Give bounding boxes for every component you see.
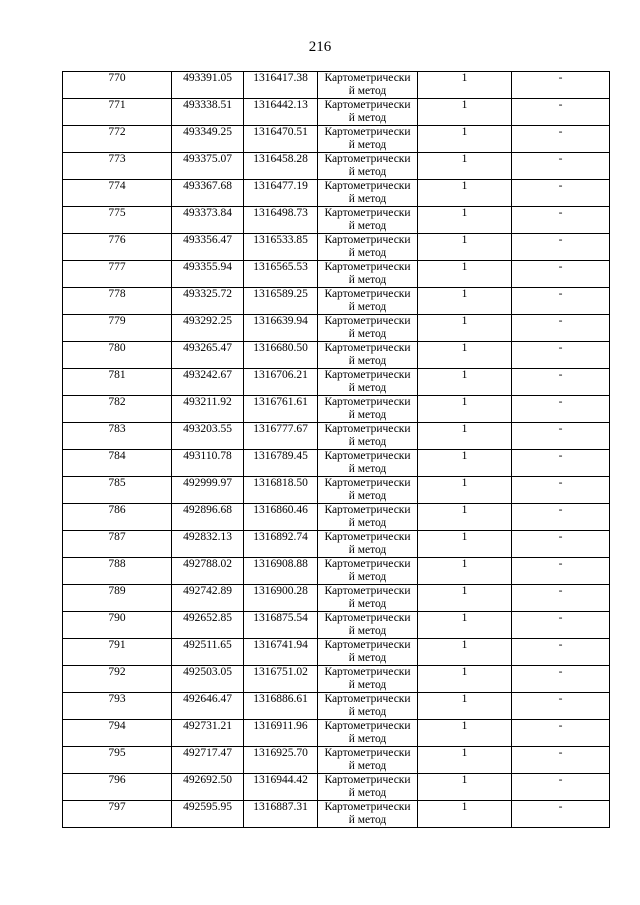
accuracy-cell: 1 bbox=[418, 369, 512, 396]
table-row bbox=[63, 558, 610, 585]
description-cell: - bbox=[512, 234, 610, 261]
description-cell: - bbox=[512, 342, 610, 369]
method-cell bbox=[318, 558, 418, 585]
y-coordinate-cell: 1316925.70 bbox=[244, 747, 318, 774]
accuracy-cell: 1 bbox=[418, 801, 512, 828]
description-cell: - bbox=[512, 693, 610, 720]
point-number-cell: 778 bbox=[63, 288, 172, 315]
method-cell bbox=[318, 207, 418, 234]
method-line-1: Картометрически bbox=[324, 396, 411, 408]
description-cell: - bbox=[512, 180, 610, 207]
y-coordinate-cell: 1316589.25 bbox=[244, 288, 318, 315]
method-cell bbox=[318, 342, 418, 369]
method-line-1: Картометрически bbox=[324, 288, 411, 300]
table-row bbox=[63, 612, 610, 639]
x-coordinate-cell: 492595.95 bbox=[172, 801, 244, 828]
y-coordinate-cell: 1316818.50 bbox=[244, 477, 318, 504]
description-cell: - bbox=[512, 315, 610, 342]
x-coordinate-cell: 493355.94 bbox=[172, 261, 244, 288]
point-number-cell: 774 bbox=[63, 180, 172, 207]
x-coordinate-cell: 493110.78 bbox=[172, 450, 244, 477]
y-coordinate-cell: 1316639.94 bbox=[244, 315, 318, 342]
x-coordinate-cell: 493265.47 bbox=[172, 342, 244, 369]
page-number: 216 bbox=[308, 39, 332, 55]
method-cell bbox=[318, 234, 418, 261]
accuracy-cell: 1 bbox=[418, 693, 512, 720]
accuracy-cell: 1 bbox=[418, 153, 512, 180]
method-cell bbox=[318, 693, 418, 720]
accuracy-cell: 1 bbox=[418, 261, 512, 288]
accuracy-cell: 1 bbox=[418, 342, 512, 369]
table-row bbox=[63, 585, 610, 612]
y-coordinate-cell: 1316477.19 bbox=[244, 180, 318, 207]
description-cell: - bbox=[512, 126, 610, 153]
y-coordinate-cell: 1316789.45 bbox=[244, 450, 318, 477]
y-coordinate-cell: 1316908.88 bbox=[244, 558, 318, 585]
y-coordinate-cell: 1316860.46 bbox=[244, 504, 318, 531]
y-coordinate-cell: 1316875.54 bbox=[244, 612, 318, 639]
method-line-1: Картометрически bbox=[324, 99, 411, 111]
y-coordinate-cell: 1316498.73 bbox=[244, 207, 318, 234]
method-line-2: й метод bbox=[348, 678, 387, 691]
method-line-1: Картометрически bbox=[324, 558, 411, 570]
method-cell bbox=[318, 126, 418, 153]
y-coordinate-cell: 1316886.61 bbox=[244, 693, 318, 720]
method-line-2: й метод bbox=[348, 165, 387, 178]
table-row bbox=[63, 720, 610, 747]
point-number-cell: 787 bbox=[63, 531, 172, 558]
method-cell bbox=[318, 747, 418, 774]
x-coordinate-cell: 492717.47 bbox=[172, 747, 244, 774]
accuracy-cell: 1 bbox=[418, 747, 512, 774]
method-line-2: й метод bbox=[348, 516, 387, 529]
accuracy-cell: 1 bbox=[418, 720, 512, 747]
point-number-cell: 791 bbox=[63, 639, 172, 666]
y-coordinate-cell: 1316741.94 bbox=[244, 639, 318, 666]
accuracy-cell: 1 bbox=[418, 504, 512, 531]
table-row bbox=[63, 531, 610, 558]
table-row bbox=[63, 774, 610, 801]
method-cell bbox=[318, 666, 418, 693]
method-line-1: Картометрически bbox=[324, 639, 411, 651]
method-line-1: Картометрически bbox=[324, 72, 411, 84]
y-coordinate-cell: 1316470.51 bbox=[244, 126, 318, 153]
method-cell bbox=[318, 315, 418, 342]
method-cell bbox=[318, 774, 418, 801]
accuracy-cell: 1 bbox=[418, 99, 512, 126]
y-coordinate-cell: 1316900.28 bbox=[244, 585, 318, 612]
description-cell: - bbox=[512, 747, 610, 774]
x-coordinate-cell: 493211.92 bbox=[172, 396, 244, 423]
method-line-2: й метод bbox=[348, 84, 387, 97]
y-coordinate-cell: 1316761.61 bbox=[244, 396, 318, 423]
table-row bbox=[63, 342, 610, 369]
table-row bbox=[63, 747, 610, 774]
x-coordinate-cell: 493203.55 bbox=[172, 423, 244, 450]
table-row bbox=[63, 396, 610, 423]
method-cell bbox=[318, 288, 418, 315]
point-number-cell: 792 bbox=[63, 666, 172, 693]
method-line-1: Картометрически bbox=[324, 477, 411, 489]
accuracy-cell: 1 bbox=[418, 315, 512, 342]
description-cell: - bbox=[512, 774, 610, 801]
x-coordinate-cell: 492511.65 bbox=[172, 639, 244, 666]
x-coordinate-cell: 493325.72 bbox=[172, 288, 244, 315]
accuracy-cell: 1 bbox=[418, 477, 512, 504]
method-line-1: Картометрически bbox=[324, 666, 411, 678]
accuracy-cell: 1 bbox=[418, 612, 512, 639]
x-coordinate-cell: 493292.25 bbox=[172, 315, 244, 342]
accuracy-cell: 1 bbox=[418, 288, 512, 315]
method-line-1: Картометрически bbox=[324, 234, 411, 246]
method-line-2: й метод bbox=[348, 732, 387, 745]
table-row bbox=[63, 801, 610, 828]
x-coordinate-cell: 492788.02 bbox=[172, 558, 244, 585]
x-coordinate-cell: 492652.85 bbox=[172, 612, 244, 639]
accuracy-cell: 1 bbox=[418, 666, 512, 693]
y-coordinate-cell: 1316887.31 bbox=[244, 801, 318, 828]
table-row bbox=[63, 153, 610, 180]
method-cell bbox=[318, 639, 418, 666]
method-line-2: й метод bbox=[348, 273, 387, 286]
y-coordinate-cell: 1316751.02 bbox=[244, 666, 318, 693]
accuracy-cell: 1 bbox=[418, 639, 512, 666]
table-row bbox=[63, 666, 610, 693]
x-coordinate-cell: 493349.25 bbox=[172, 126, 244, 153]
method-line-1: Картометрически bbox=[324, 315, 411, 327]
x-coordinate-cell: 493356.47 bbox=[172, 234, 244, 261]
method-line-1: Картометрически bbox=[324, 801, 411, 813]
point-number-cell: 794 bbox=[63, 720, 172, 747]
point-number-cell: 773 bbox=[63, 153, 172, 180]
point-number-cell: 781 bbox=[63, 369, 172, 396]
y-coordinate-cell: 1316442.13 bbox=[244, 99, 318, 126]
point-number-cell: 782 bbox=[63, 396, 172, 423]
point-number-cell: 776 bbox=[63, 234, 172, 261]
method-cell bbox=[318, 261, 418, 288]
x-coordinate-cell: 492731.21 bbox=[172, 720, 244, 747]
accuracy-cell: 1 bbox=[418, 207, 512, 234]
y-coordinate-cell: 1316533.85 bbox=[244, 234, 318, 261]
accuracy-cell: 1 bbox=[418, 531, 512, 558]
point-number-cell: 786 bbox=[63, 504, 172, 531]
description-cell: - bbox=[512, 396, 610, 423]
point-number-cell: 777 bbox=[63, 261, 172, 288]
method-line-2: й метод bbox=[348, 570, 387, 583]
description-cell: - bbox=[512, 261, 610, 288]
table-row bbox=[63, 99, 610, 126]
x-coordinate-cell: 493391.05 bbox=[172, 72, 244, 99]
method-line-2: й метод bbox=[348, 624, 387, 637]
point-number-cell: 796 bbox=[63, 774, 172, 801]
description-cell: - bbox=[512, 99, 610, 126]
point-number-cell: 772 bbox=[63, 126, 172, 153]
accuracy-cell: 1 bbox=[418, 396, 512, 423]
coordinates-table bbox=[62, 71, 610, 828]
method-line-2: й метод bbox=[348, 111, 387, 124]
description-cell: - bbox=[512, 423, 610, 450]
accuracy-cell: 1 bbox=[418, 450, 512, 477]
description-cell: - bbox=[512, 585, 610, 612]
method-cell bbox=[318, 369, 418, 396]
method-line-1: Картометрически bbox=[324, 342, 411, 354]
x-coordinate-cell: 492503.05 bbox=[172, 666, 244, 693]
method-line-1: Картометрически bbox=[324, 747, 411, 759]
x-coordinate-cell: 492999.97 bbox=[172, 477, 244, 504]
table-row bbox=[63, 126, 610, 153]
method-cell bbox=[318, 72, 418, 99]
description-cell: - bbox=[512, 153, 610, 180]
description-cell: - bbox=[512, 612, 610, 639]
method-cell bbox=[318, 720, 418, 747]
x-coordinate-cell: 492832.13 bbox=[172, 531, 244, 558]
method-line-1: Картометрически bbox=[324, 720, 411, 732]
point-number-cell: 775 bbox=[63, 207, 172, 234]
method-line-2: й метод bbox=[348, 813, 387, 826]
method-line-2: й метод bbox=[348, 327, 387, 340]
method-line-1: Картометрически bbox=[324, 504, 411, 516]
method-line-1: Картометрически bbox=[324, 126, 411, 138]
method-line-1: Картометрически bbox=[324, 531, 411, 543]
description-cell: - bbox=[512, 639, 610, 666]
table-row bbox=[63, 693, 610, 720]
method-line-1: Картометрически bbox=[324, 153, 411, 165]
method-cell bbox=[318, 396, 418, 423]
point-number-cell: 783 bbox=[63, 423, 172, 450]
table-row bbox=[63, 180, 610, 207]
y-coordinate-cell: 1316458.28 bbox=[244, 153, 318, 180]
accuracy-cell: 1 bbox=[418, 180, 512, 207]
x-coordinate-cell: 492646.47 bbox=[172, 693, 244, 720]
method-cell bbox=[318, 801, 418, 828]
method-line-2: й метод bbox=[348, 219, 387, 232]
description-cell: - bbox=[512, 531, 610, 558]
accuracy-cell: 1 bbox=[418, 774, 512, 801]
y-coordinate-cell: 1316680.50 bbox=[244, 342, 318, 369]
table-row bbox=[63, 369, 610, 396]
point-number-cell: 785 bbox=[63, 477, 172, 504]
method-line-2: й метод bbox=[348, 192, 387, 205]
point-number-cell: 779 bbox=[63, 315, 172, 342]
description-cell: - bbox=[512, 720, 610, 747]
y-coordinate-cell: 1316892.74 bbox=[244, 531, 318, 558]
table-row bbox=[63, 72, 610, 99]
point-number-cell: 788 bbox=[63, 558, 172, 585]
method-line-1: Картометрически bbox=[324, 207, 411, 219]
method-line-2: й метод bbox=[348, 489, 387, 502]
accuracy-cell: 1 bbox=[418, 585, 512, 612]
method-line-2: й метод bbox=[348, 408, 387, 421]
method-line-2: й метод bbox=[348, 786, 387, 799]
method-line-1: Картометрически bbox=[324, 450, 411, 462]
table-row bbox=[63, 639, 610, 666]
method-line-2: й метод bbox=[348, 597, 387, 610]
method-line-2: й метод bbox=[348, 462, 387, 475]
method-line-2: й метод bbox=[348, 435, 387, 448]
point-number-cell: 770 bbox=[63, 72, 172, 99]
method-cell bbox=[318, 531, 418, 558]
y-coordinate-cell: 1316911.96 bbox=[244, 720, 318, 747]
table-row bbox=[63, 234, 610, 261]
y-coordinate-cell: 1316565.53 bbox=[244, 261, 318, 288]
table-body bbox=[63, 72, 610, 828]
method-line-1: Картометрически bbox=[324, 612, 411, 624]
accuracy-cell: 1 bbox=[418, 234, 512, 261]
method-line-2: й метод bbox=[348, 354, 387, 367]
table-row bbox=[63, 504, 610, 531]
x-coordinate-cell: 492692.50 bbox=[172, 774, 244, 801]
table-row bbox=[63, 315, 610, 342]
method-line-1: Картометрически bbox=[324, 585, 411, 597]
method-line-1: Картометрически bbox=[324, 180, 411, 192]
point-number-cell: 797 bbox=[63, 801, 172, 828]
point-number-cell: 780 bbox=[63, 342, 172, 369]
description-cell: - bbox=[512, 504, 610, 531]
method-line-1: Картометрически bbox=[324, 261, 411, 273]
point-number-cell: 784 bbox=[63, 450, 172, 477]
method-line-2: й метод bbox=[348, 651, 387, 664]
method-cell bbox=[318, 180, 418, 207]
description-cell: - bbox=[512, 450, 610, 477]
point-number-cell: 771 bbox=[63, 99, 172, 126]
method-cell bbox=[318, 504, 418, 531]
method-line-2: й метод bbox=[348, 543, 387, 556]
point-number-cell: 789 bbox=[63, 585, 172, 612]
description-cell: - bbox=[512, 666, 610, 693]
description-cell: - bbox=[512, 369, 610, 396]
description-cell: - bbox=[512, 801, 610, 828]
accuracy-cell: 1 bbox=[418, 423, 512, 450]
description-cell: - bbox=[512, 207, 610, 234]
x-coordinate-cell: 492742.89 bbox=[172, 585, 244, 612]
table-row bbox=[63, 207, 610, 234]
table-row bbox=[63, 423, 610, 450]
method-cell bbox=[318, 612, 418, 639]
method-cell bbox=[318, 450, 418, 477]
x-coordinate-cell: 493373.84 bbox=[172, 207, 244, 234]
y-coordinate-cell: 1316777.67 bbox=[244, 423, 318, 450]
method-line-1: Картометрически bbox=[324, 693, 411, 705]
point-number-cell: 793 bbox=[63, 693, 172, 720]
point-number-cell: 795 bbox=[63, 747, 172, 774]
accuracy-cell: 1 bbox=[418, 558, 512, 585]
y-coordinate-cell: 1316944.42 bbox=[244, 774, 318, 801]
y-coordinate-cell: 1316706.21 bbox=[244, 369, 318, 396]
method-cell bbox=[318, 99, 418, 126]
description-cell: - bbox=[512, 477, 610, 504]
method-line-1: Картометрически bbox=[324, 423, 411, 435]
table-row bbox=[63, 261, 610, 288]
x-coordinate-cell: 493338.51 bbox=[172, 99, 244, 126]
table-row bbox=[63, 477, 610, 504]
method-cell bbox=[318, 477, 418, 504]
x-coordinate-cell: 492896.68 bbox=[172, 504, 244, 531]
method-line-2: й метод bbox=[348, 759, 387, 772]
point-number-cell: 790 bbox=[63, 612, 172, 639]
method-line-1: Картометрически bbox=[324, 774, 411, 786]
accuracy-cell: 1 bbox=[418, 72, 512, 99]
method-cell bbox=[318, 153, 418, 180]
description-cell: - bbox=[512, 558, 610, 585]
table-row bbox=[63, 450, 610, 477]
method-cell bbox=[318, 423, 418, 450]
method-line-2: й метод bbox=[348, 705, 387, 718]
method-line-2: й метод bbox=[348, 300, 387, 313]
table-row bbox=[63, 288, 610, 315]
description-cell: - bbox=[512, 72, 610, 99]
method-cell bbox=[318, 585, 418, 612]
x-coordinate-cell: 493375.07 bbox=[172, 153, 244, 180]
method-line-2: й метод bbox=[348, 246, 387, 259]
x-coordinate-cell: 493242.67 bbox=[172, 369, 244, 396]
description-cell: - bbox=[512, 288, 610, 315]
method-line-1: Картометрически bbox=[324, 369, 411, 381]
y-coordinate-cell: 1316417.38 bbox=[244, 72, 318, 99]
x-coordinate-cell: 493367.68 bbox=[172, 180, 244, 207]
method-line-2: й метод bbox=[348, 138, 387, 151]
method-line-2: й метод bbox=[348, 381, 387, 394]
accuracy-cell: 1 bbox=[418, 126, 512, 153]
